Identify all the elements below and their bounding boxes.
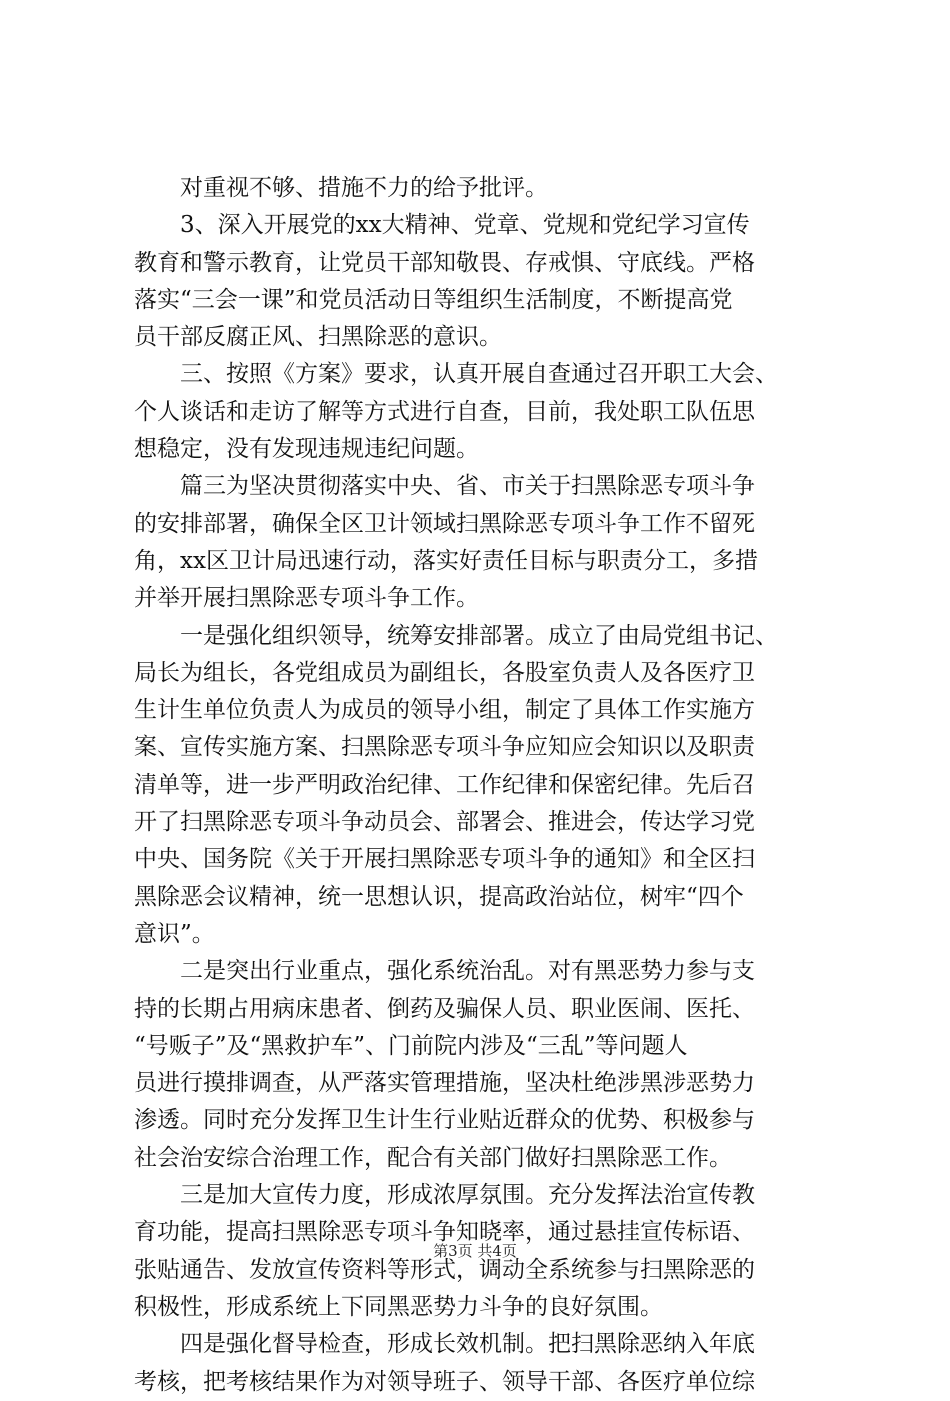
text-line: 中央、国务院《关于开展扫黑除恶专项斗争的通知》和全区扫 (134, 846, 755, 873)
text-line: 员进行摸排调查，从严落实管理措施，坚决杜绝涉黑涉恶势力 (134, 1070, 755, 1097)
text-line: 四是强化督导检查，形成长效机制。把扫黑除恶纳入年底 (180, 1331, 755, 1358)
text-line: 育功能，提高扫黑除恶专项斗争知晓率，通过悬挂宣传标语、 (134, 1219, 755, 1246)
text-line: 想稳定，没有发现违规违纪问题。 (134, 436, 479, 463)
text-line: 三、按照《方案》要求，认真开展自查通过召开职工大会、 (180, 361, 778, 388)
text-line: 积极性，形成系统上下同黑恶势力斗争的良好氛围。 (134, 1293, 663, 1320)
document-body (134, 170, 834, 1401)
text-line: 的安排部署，确保全区卫计领域扫黑除恶专项斗争工作不留死 (134, 510, 755, 537)
text-line: 三是加大宣传力度，形成浓厚氛围。充分发挥法治宣传教 (180, 1182, 755, 1209)
text-line: 清单等，进一步严明政治纪律、工作纪律和保密纪律。先后召 (134, 771, 755, 798)
text-line: 3、深入开展党的xx大精神、党章、党规和党纪学习宣传 (180, 212, 750, 239)
text-line: 教育和警示教育，让党员干部知敬畏、存戒惧、守底线。严格 (134, 249, 755, 276)
text-line: 一是强化组织领导，统筹安排部署。成立了由局党组书记、 (180, 622, 778, 649)
text-line: 意识”。 (134, 920, 215, 947)
text-line: 黑除恶会议精神，统一思想认识，提高政治站位，树牢“四个 (134, 883, 744, 910)
text-line: 渗透。同时充分发挥卫生计生行业贴近群众的优势、积极参与 (134, 1107, 755, 1134)
text-line: 案、宣传实施方案、扫黑除恶专项斗争应知应会知识以及职责 (134, 734, 755, 761)
text-line: 考核，把考核结果作为对领导班子、领导干部、各医疗单位综 (134, 1368, 755, 1395)
text-line: 局长为组长，各党组成员为副组长，各股室负责人及各医疗卫 (134, 659, 755, 686)
text-line: 角，xx区卫计局迅速行动，落实好责任目标与职责分工，多措 (134, 547, 758, 574)
text-line: 开了扫黑除恶专项斗争动员会、部署会、推进会，传达学习党 (134, 809, 755, 836)
text-line: 张贴通告、发放宣传资料等形式，调动全系统参与扫黑除恶的 (134, 1256, 755, 1283)
text-line: 落实“三会一课”和党员活动日等组织生活制度，不断提高党 (134, 286, 733, 313)
text-line: 并举开展扫黑除恶专项斗争工作。 (134, 585, 479, 612)
text-line: 员干部反腐正风、扫黑除恶的意识。 (134, 324, 502, 351)
text-line: 对重视不够、措施不力的给予批评。 (180, 175, 548, 201)
text-line: 生计生单位负责人为成员的领导小组，制定了具体工作实施方 (134, 697, 755, 724)
text-line: “号贩子”及“黑救护车”、门前院内涉及“三乱”等问题人 (134, 1032, 688, 1059)
text-line: 二是突出行业重点，强化系统治乱。对有黑恶势力参与支 (180, 958, 755, 985)
text-line: 持的长期占用病床患者、倒药及骗保人员、职业医闹、医托、 (134, 995, 755, 1022)
text-line: 个人谈话和走访了解等方式进行自查，目前，我处职工队伍思 (134, 398, 755, 425)
page-footer: 第3页 共4页 (433, 1242, 517, 1260)
text-line: 篇三为坚决贯彻落实中央、省、市关于扫黑除恶专项斗争 (180, 473, 755, 500)
text-line: 社会治安综合治理工作，配合有关部门做好扫黑除恶工作。 (134, 1144, 732, 1171)
